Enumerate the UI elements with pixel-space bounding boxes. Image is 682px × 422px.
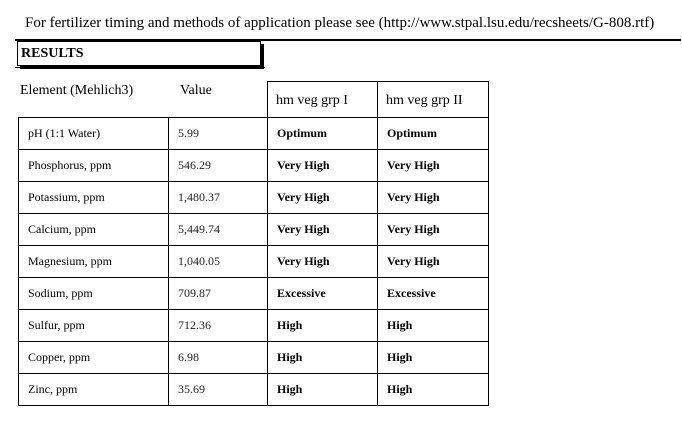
results-divider (15, 67, 265, 68)
group-header-box (267, 81, 489, 118)
group1-rating-cell: Excessive (268, 278, 378, 310)
group2-rating-cell: Very High (378, 214, 489, 246)
group1-rating-cell: Very High (268, 150, 378, 182)
results-table (18, 117, 489, 406)
value-cell: 35.69 (169, 374, 268, 406)
element-cell: Copper, ppm (19, 342, 169, 374)
group1-rating-cell: Very High (268, 246, 378, 278)
results-heading: RESULTS (21, 46, 84, 61)
group1-column-header: hm veg grp I (276, 93, 348, 108)
group2-rating-cell: Excessive (378, 278, 489, 310)
element-cell: Sulfur, ppm (19, 310, 169, 342)
value-column-header: Value (180, 83, 212, 98)
element-cell: Zinc, ppm (19, 374, 169, 406)
table-row (19, 374, 489, 406)
group1-rating-cell: High (268, 342, 378, 374)
element-column-header: Element (Mehlich3) (20, 83, 134, 98)
group-header-divider (377, 82, 378, 117)
table-row (19, 278, 489, 310)
element-cell: Potassium, ppm (19, 182, 169, 214)
element-cell: pH (1:1 Water) (19, 118, 169, 150)
fertilizer-note: For fertilizer timing and methods of application please see (http://www.stpal.lsu.edu/recsheets/G-808.rtf) (25, 15, 655, 31)
group1-rating-cell: Very High (268, 214, 378, 246)
group2-rating-cell: Very High (378, 182, 489, 214)
group1-rating-cell: High (268, 310, 378, 342)
value-cell: 5,449.74 (169, 214, 268, 246)
value-cell: 1,480.37 (169, 182, 268, 214)
group2-rating-cell: Optimum (378, 118, 489, 150)
value-cell: 5.99 (169, 118, 268, 150)
table-row (19, 310, 489, 342)
group2-rating-cell: Very High (378, 150, 489, 182)
element-cell: Magnesium, ppm (19, 246, 169, 278)
group1-rating-cell: High (268, 374, 378, 406)
group2-rating-cell: High (378, 310, 489, 342)
group2-rating-cell: High (378, 374, 489, 406)
group1-rating-cell: Optimum (268, 118, 378, 150)
table-row (19, 214, 489, 246)
group2-column-header: hm veg grp II (386, 93, 463, 108)
results-heading-box (17, 41, 261, 66)
element-cell: Phosphorus, ppm (19, 150, 169, 182)
group2-rating-cell: Very High (378, 246, 489, 278)
value-cell: 1,040.05 (169, 246, 268, 278)
table-row (19, 150, 489, 182)
table-row (19, 246, 489, 278)
group1-rating-cell: Very High (268, 182, 378, 214)
element-cell: Calcium, ppm (19, 214, 169, 246)
table-row (19, 342, 489, 374)
table-row (19, 182, 489, 214)
table-row (19, 118, 489, 150)
value-cell: 546.29 (169, 150, 268, 182)
element-cell: Sodium, ppm (19, 278, 169, 310)
value-cell: 712.36 (169, 310, 268, 342)
value-cell: 6.98 (169, 342, 268, 374)
value-cell: 709.87 (169, 278, 268, 310)
group2-rating-cell: High (378, 342, 489, 374)
